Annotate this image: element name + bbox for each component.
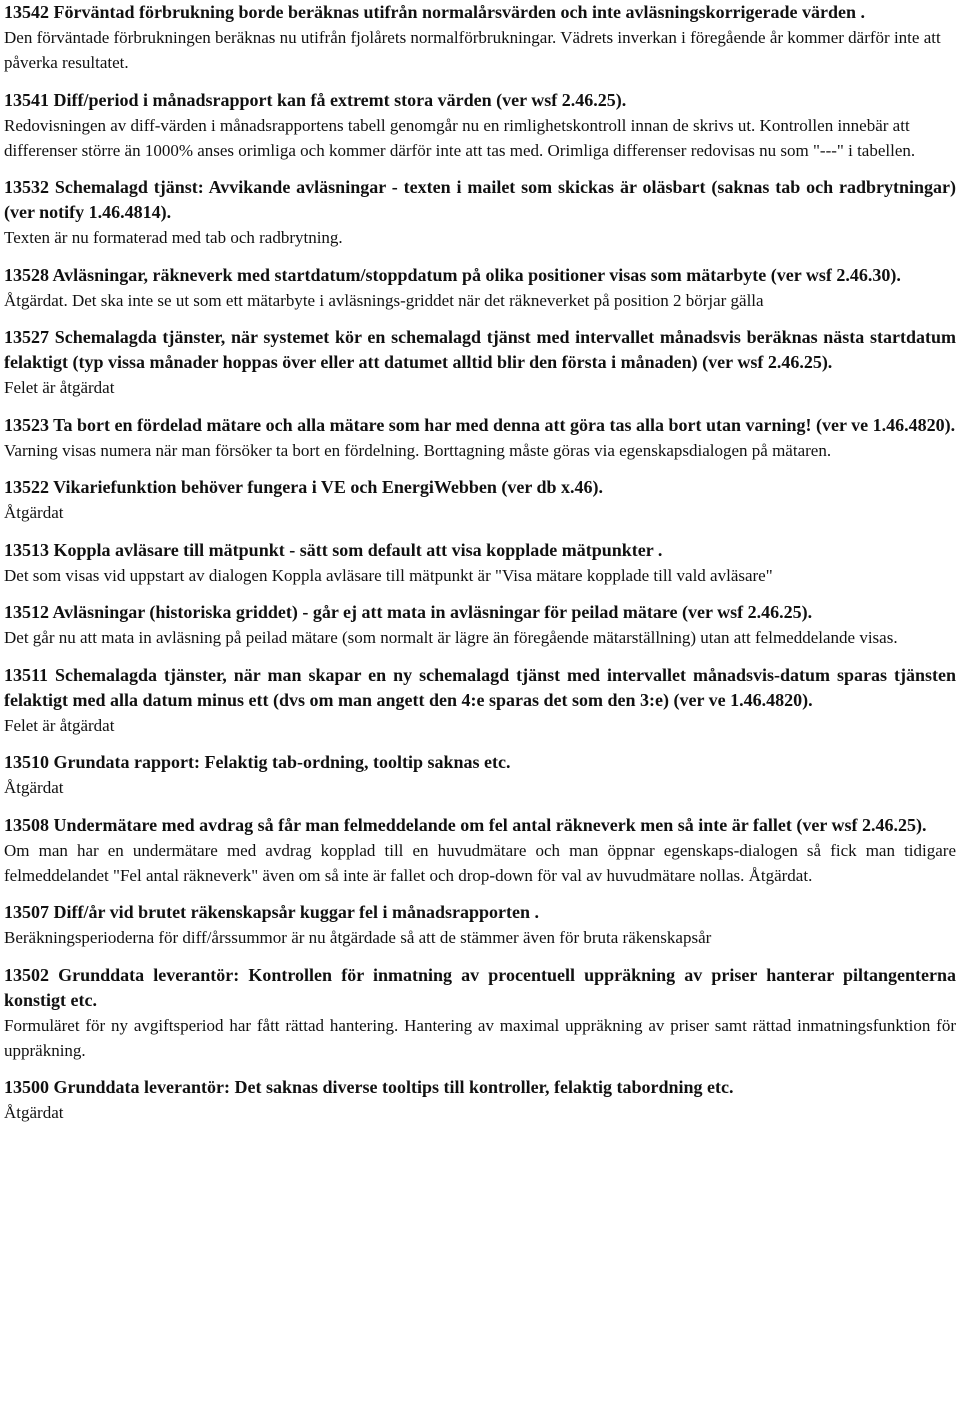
entry-heading: 13510 Grundata rapport: Felaktig tab-ordning, tooltip saknas etc. — [4, 752, 511, 772]
entry-13532 — [4, 175, 956, 250]
entry-heading: 13500 Grunddata leverantör: Det saknas diverse tooltips till kontroller, felaktig tabordning etc. — [4, 1077, 734, 1097]
entry-body: Om man har en undermätare med avdrag kopplad till en huvudmätare och man öppnar egenskaps-dialogen så fick man tidigare felmeddelandet "Fel antal räkneverk" även om så inte är fallet och drop-down för val av huvudmätare nollas. Åtgärdat. — [4, 840, 956, 885]
entry-body: Varning visas numera när man försöker ta bort en fördelning. Borttagning måste göras via egenskapsdialogen på mätaren. — [4, 440, 832, 460]
entry-heading: 13507 Diff/år vid brutet räkenskapsår kuggar fel i månadsrapporten . — [4, 902, 540, 922]
entry-body: Åtgärdat — [4, 778, 64, 797]
entry-heading: 13502 Grunddata leverantör: Kontrollen för inmatning av procentuell uppräkning av priser hanterar piltangenterna konstigt etc. — [4, 964, 956, 1010]
entry-heading: 13541 Diff/period i månadsrapport kan få extremt stora värden (ver wsf 2.46.25). — [4, 89, 627, 110]
entry-body: Det som visas vid uppstart av dialogen Koppla avläsare till mätpunkt är "Visa mätare kopplade till vald avläsare" — [4, 565, 773, 585]
entry-body: Redovisningen av diff-värden i månadsrapportens tabell genomgår nu en rimlighetskontroll innan de skrivs ut. Kontrollen innebär att differenser större än 1000% anses orimliga och kommer därför inte att tas med. Orimliga differenser redovisas nu som "---" i tabellen. — [4, 115, 916, 160]
entry-13502 — [4, 963, 956, 1063]
entry-13512 — [4, 600, 956, 650]
entry-13542 — [4, 0, 956, 75]
entry-13528 — [4, 263, 956, 313]
entry-13507 — [4, 900, 956, 950]
entry-body: Den förväntade förbrukningen beräknas nu utifrån fjolårets normalförbrukningar. Vädrets inverkan i föregående år kommer därför inte att påverka resultatet. — [4, 28, 941, 72]
entry-13541 — [4, 88, 956, 163]
entry-body: Det går nu att mata in avläsning på peilad mätare (som normalt är lägre än föregående mätarställning) utan att felmeddelande visas. — [4, 628, 898, 647]
entry-heading: 13532 Schemalagd tjänst: Avvikande avläsningar - texten i mailet som skickas är oläsbart (saknas tab och radbrytningar) (ver notify 1.46.4814). — [4, 177, 956, 222]
entry-13508 — [4, 813, 956, 888]
release-notes-page — [4, 0, 956, 1138]
entry-13522 — [4, 475, 956, 525]
entry-body: Åtgärdat. Det ska inte se ut som ett mätarbyte i avläsnings-griddet när det räkneverket på position 2 börjar gälla — [4, 290, 764, 310]
entry-heading: 13522 Vikariefunktion behöver fungera i VE och EnergiWebben (ver db x.46). — [4, 477, 604, 497]
entry-body: Felet är åtgärdat — [4, 378, 115, 397]
entry-heading: 13527 Schemalagda tjänster, när systemet kör en schemalagd tjänst med intervallet månadsvis beräknas nästa startdatum felaktigt (typ vissa månader hoppas över eller att datumet alltid blir den första i månaden) (ver wsf 2.46.25). — [4, 327, 956, 372]
entry-body: Texten är nu formaterad med tab och radbrytning. — [4, 228, 343, 247]
entry-heading: 13512 Avläsningar (historiska griddet) - går ej att mata in avläsningar för peilad mätare (ver wsf 2.46.25). — [4, 602, 813, 622]
entry-heading: 13511 Schemalagda tjänster, när man skapar en ny schemalagd tjänst med intervallet månadsvis-datum sparas tjänsten felaktigt med alla datum minus ett (dvs om man angett den 4:e sparas det som den 3:e) (ver ve 1.46.4820). — [4, 664, 956, 710]
entry-13523 — [4, 413, 956, 463]
entry-heading: 13523 Ta bort en fördelad mätare och alla mätare som har med denna att göra tas alla bort utan varning! (ver ve 1.46.4820). — [4, 414, 956, 435]
entry-13527 — [4, 325, 956, 400]
entry-13510 — [4, 750, 956, 800]
entry-heading: 13508 Undermätare med avdrag så får man felmeddelande om fel antal räkneverk men så inte är fallet (ver wsf 2.46.25). — [4, 814, 927, 835]
entry-body: Formuläret för ny avgiftsperiod har fått rättad hantering. Hantering av maximal uppräkning av priser samt rättad inmatningsfunktion för uppräkning. — [4, 1015, 956, 1060]
entry-13500 — [4, 1075, 956, 1125]
entry-13511 — [4, 663, 956, 738]
entry-heading: 13542 Förväntad förbrukning borde beräknas utifrån normalårsvärden och inte avläsningskorrigerade värden . — [4, 2, 866, 22]
entry-heading: 13513 Koppla avläsare till mätpunkt - sätt som default att visa kopplade mätpunkter . — [4, 539, 663, 560]
entry-body: Felet är åtgärdat — [4, 715, 115, 735]
entry-13513 — [4, 538, 956, 588]
entry-body: Beräkningsperioderna för diff/årssummor är nu åtgärdade så att de stämmer även för bruta räkenskapsår — [4, 928, 712, 947]
entry-body: Åtgärdat — [4, 1103, 64, 1122]
entry-heading: 13528 Avläsningar, räkneverk med startdatum/stoppdatum på olika positioner visas som mätarbyte (ver wsf 2.46.30). — [4, 264, 901, 285]
entry-body: Åtgärdat — [4, 503, 64, 522]
